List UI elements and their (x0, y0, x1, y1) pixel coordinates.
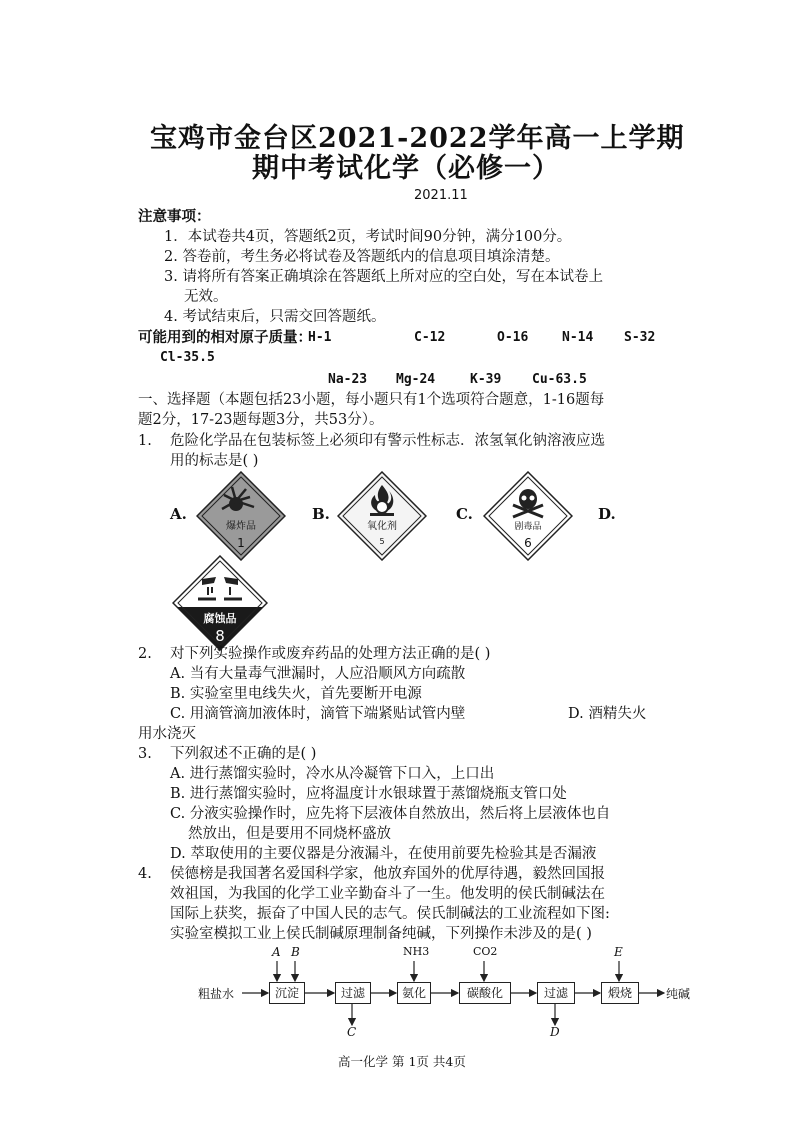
flow-step-filter-2: 过滤 (537, 982, 575, 1004)
atomic-mass-heading: 可能用到的相对原子质量： (138, 329, 312, 346)
atomic-mass-h: H-1 (308, 330, 332, 345)
flow-start: 粗盐水 (198, 987, 235, 1001)
oxidizer-sign-text: 氧化剂 (367, 521, 397, 532)
q2-option-d: D. 酒精失火 (568, 706, 647, 722)
q4-stem-line1: 侯德榜是我国著名爱国科学家，他放弃国外的优厚待遇，毅然回国报 (170, 866, 605, 882)
q3-option-c-cont: 然放出，但是要用不同烧杯盛放 (188, 826, 391, 842)
explosive-sign-num: 1 (237, 536, 245, 550)
q1-stem-line1: 危险化学品在包装标签上必须印有警示性标志．浓氢氧化钠溶液应选 (170, 433, 605, 449)
q1-option-b-label: B. (312, 505, 330, 523)
flow-step-precipitate: 沉淀 (269, 982, 305, 1004)
flow-end: 纯碱 (666, 987, 691, 1001)
atomic-mass-cl: Cl-35.5 (160, 350, 215, 365)
q2-option-d-cont: 用水浇灭 (138, 726, 196, 742)
flow-step-carbonate: 碳酸化 (459, 982, 511, 1004)
q4-stem-line3: 国际上获奖，振奋了中国人民的志气。侯氏制碱法的工业流程如下图: (170, 906, 610, 922)
q4-stem-line4: 实验室模拟工业上侯氏制碱原理制备纯碱，下列操作未涉及的是( ) (170, 926, 592, 942)
atomic-mass-mg: Mg-24 (396, 372, 436, 387)
explosive-sign-text: 爆炸品 (226, 521, 256, 532)
atomic-mass-o: O-16 (497, 330, 529, 345)
toxic-sign-icon (483, 471, 573, 561)
section1-line1: 一、选择题（本题包括23小题，每小题只有1个选项符合题意，1-16题每 (138, 392, 605, 408)
notice-item-3: 3. 请将所有答案正确填涂在答题纸上所对应的空白处，写在本试卷上 (164, 269, 603, 285)
toxic-sign-text: 剧毒品 (514, 522, 542, 532)
atomic-mass-c: C-12 (414, 330, 446, 345)
q2-number: 2. (138, 646, 152, 662)
explosive-sign-icon (196, 471, 286, 561)
atomic-mass-na: Na-23 (328, 372, 368, 387)
oxidizer-sign-num: 5 (379, 537, 385, 546)
q2-stem: 对下列实验操作或废弃药品的处理方法正确的是( ) (170, 646, 491, 662)
atomic-mass-cu: Cu-63.5 (532, 372, 587, 387)
flow-input-b: B (291, 945, 300, 959)
q4-stem-line2: 效祖国，为我国的化学工业辛勤奋斗了一生。他发明的侯氏制碱法在 (170, 886, 605, 902)
notice-item-3-cont: 无效。 (184, 289, 228, 305)
exam-date: 2021.11 (414, 188, 468, 203)
q3-number: 3. (138, 746, 152, 762)
toxic-sign-num: 6 (524, 536, 532, 550)
q1-option-a-label: A. (170, 505, 187, 523)
q4-number: 4. (138, 866, 152, 882)
oxidizer-sign-icon (337, 471, 427, 561)
atomic-mass-k: K-39 (470, 372, 502, 387)
corrosive-sign-text: 腐蚀品 (203, 612, 237, 625)
atomic-mass-s: S-32 (624, 330, 656, 345)
q2-option-a: A. 当有大量毒气泄漏时，人应沿顺风方向疏散 (170, 666, 466, 682)
notice-item-1: 1．本试卷共4页，答题纸2页，考试时间90分钟，满分100分。 (164, 229, 572, 245)
notice-heading: 注意事项： (138, 208, 211, 225)
page-title-line2: 期中考试化学（必修一） (252, 153, 560, 184)
q3-option-d: D. 萃取使用的主要仪器是分液漏斗，在使用前要先检验其是否漏液 (170, 846, 597, 862)
flow-input-e: E (614, 945, 623, 959)
flow-input-a: A (272, 945, 281, 959)
q1-number: 1. (138, 433, 152, 449)
flow-input-nh3: NH3 (403, 945, 430, 958)
q1-option-c-label: C. (456, 505, 473, 523)
flow-step-ammoniate: 氨化 (397, 982, 431, 1004)
corrosive-sign-num: 8 (215, 627, 225, 645)
notice-item-2: 2. 答卷前，考生务必将试卷及答题纸内的信息项目填涂清楚。 (164, 249, 560, 265)
flow-input-co2: CO2 (473, 945, 498, 958)
notice-item-4: 4. 考试结束后，只需交回答题纸。 (164, 309, 386, 325)
page-title-line1: 宝鸡市金台区2021-2022学年高一上学期 (150, 123, 685, 154)
q3-stem: 下列叙述不正确的是( ) (170, 746, 317, 762)
q2-option-b: B. 实验室里电线失火，首先要断开电源 (170, 686, 422, 702)
corrosive-sign-icon (172, 555, 268, 651)
q1-option-d-label: D. (598, 505, 616, 523)
q3-option-b: B. 进行蒸馏实验时，应将温度计水银球置于蒸馏烧瓶支管口处 (170, 786, 567, 802)
section1-line2: 题2分，17-23题每题3分，共53分）。 (138, 412, 384, 428)
atomic-mass-n: N-14 (562, 330, 594, 345)
q1-stem-line2: 用的标志是( ) (170, 453, 259, 469)
flow-step-filter-1: 过滤 (335, 982, 371, 1004)
flow-output-d: D (550, 1025, 560, 1039)
flow-output-c: C (347, 1025, 357, 1039)
q2-option-c: C. 用滴管滴加液体时，滴管下端紧贴试管内壁 (170, 706, 466, 722)
page-footer: 高一化学 第 1页 共4页 (338, 1054, 466, 1069)
q3-option-c: C. 分液实验操作时，应先将下层液体自然放出，然后将上层液体也自 (170, 806, 611, 822)
q3-option-a: A. 进行蒸馏实验时，冷水从冷凝管下口入，上口出 (170, 766, 495, 782)
flow-step-calcine: 煅烧 (601, 982, 639, 1004)
